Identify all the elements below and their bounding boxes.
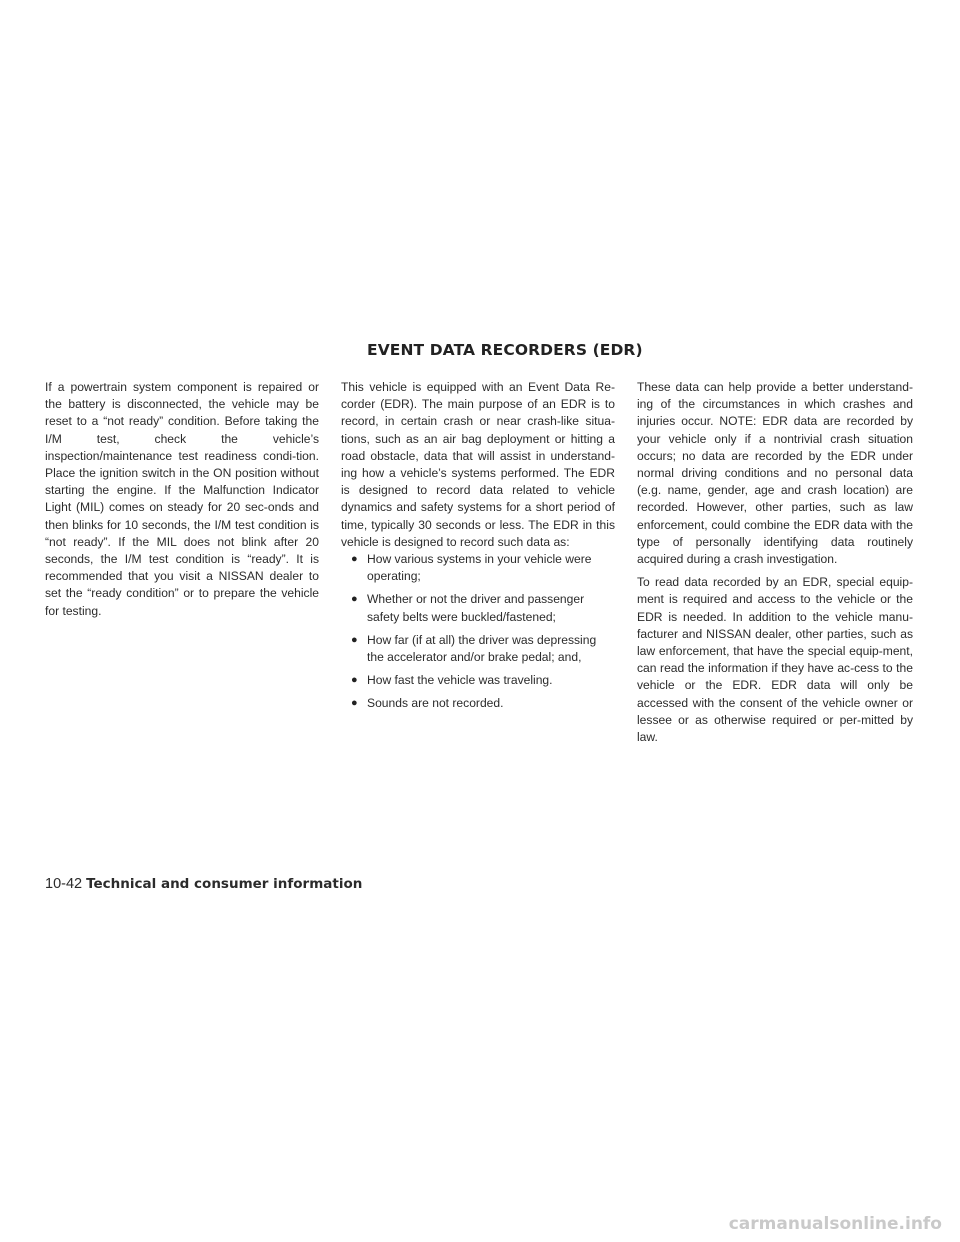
footer-section-title: Technical and consumer information (86, 876, 363, 892)
bullet-icon: ● (351, 593, 358, 606)
page-footer (45, 876, 362, 892)
list-item-text: How fast the vehicle was traveling. (367, 673, 553, 688)
page-number: 10-42 (45, 876, 83, 892)
bullet-icon: ● (351, 697, 358, 710)
bullet-icon: ● (351, 553, 358, 566)
watermark: carmanualsonline.info (728, 1214, 942, 1234)
list-item-text: Whether or not the driver and passenger safety belts were buckled/fastened; (367, 592, 585, 624)
edr-access-paragraph: To read data recorded by an EDR, special equip-ment is required and access to the vehicle or the EDR is needed. In addition to the vehicle manu-facturer and NISSAN dealer, other parties, such as law enforcement, that have the special equip-ment, can read the information if they have ac-cess to the vehicle or the EDR. EDR data will only be accessed with the consent of the vehicle owner or lessee or as otherwise required or per-mitted by law. (637, 575, 913, 745)
list-item (351, 551, 615, 585)
edr-data-paragraph: These data can help provide a better understand-ing of the circumstances in which crashes and injuries occur. NOTE: EDR data are recorded by your vehicle only if a nontrivial crash situation occurs; no data are recorded by the EDR under normal driving conditions and no personal data (e.g. name, gender, age and crash location) are recorded. However, other parties, such as law enforcement, could combine the EDR data with the type of personally identifying data routinely acquired during a crash investigation. (637, 380, 913, 567)
column-left (45, 379, 319, 620)
section-heading: EVENT DATA RECORDERS (EDR) (367, 341, 643, 359)
list-item (351, 672, 615, 689)
list-item-text: How far (if at all) the driver was depressing the accelerator and/or brake pedal; and, (367, 632, 597, 665)
bullet-icon: ● (351, 674, 358, 687)
readiness-paragraph: If a powertrain system component is repaired or the battery is disconnected, the vehicle may be reset to a “not ready” condition. Before taking the I/M test, check the vehicle’s inspection/maintenance test readiness condi-tion. Place the ignition switch in the ON position without starting the engine. If the Malfunction Indicator Light (MIL) comes on steady for 20 sec-onds and then blinks for 10 seconds, the I/M test condition is “not ready”. If the MIL does not blink after 20 seconds, the I/M test condition is “ready”. It is recommended that you visit a NISSAN dealer to set the “ready condition” or to prepare the vehicle for testing. (45, 380, 319, 618)
column-right (637, 379, 913, 746)
list-item (351, 695, 615, 712)
list-item-text: How various systems in your vehicle were operating; (367, 552, 592, 584)
edr-data-list (341, 551, 615, 713)
list-item-text: Sounds are not recorded. (367, 696, 504, 711)
edr-intro-paragraph: This vehicle is equipped with an Event Data Re-corder (EDR). The main purpose of an EDR is to record, in certain crash or near crash-like situa-tions, such as an air bag deployment or hitting a road obstacle, data that will assist in understand-ing how a vehicle’s systems performed. The EDR is designed to record data related to vehicle dynamics and safety systems for a short period of time, typically 30 seconds or less. The EDR in this vehicle is designed to record such data as: (341, 380, 615, 549)
bullet-icon: ● (351, 633, 358, 646)
list-item (351, 591, 615, 625)
column-middle (341, 379, 615, 713)
list-item (351, 632, 615, 666)
